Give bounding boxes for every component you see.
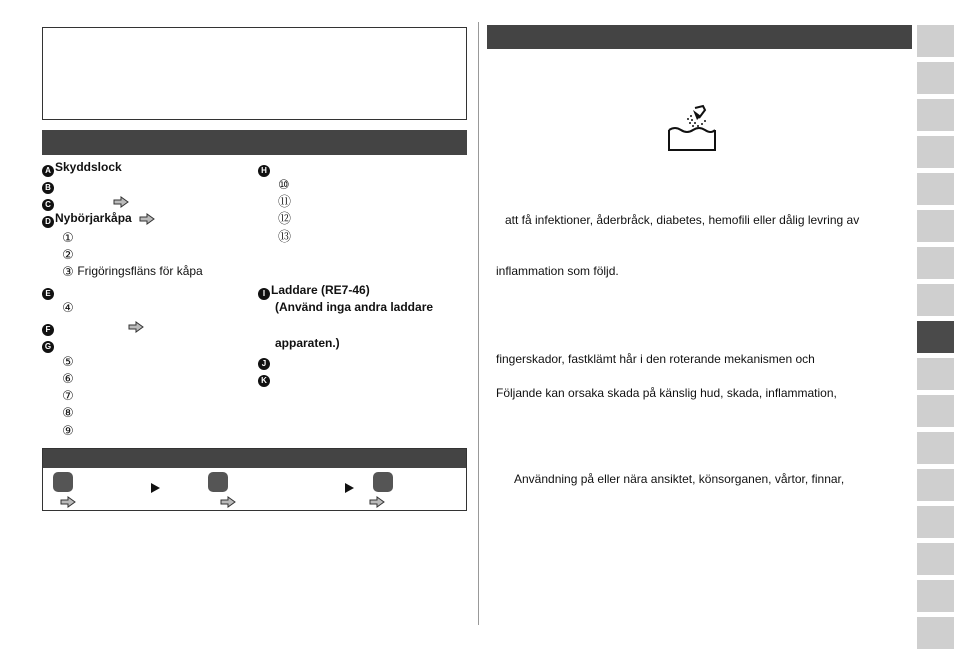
step-2-square: [208, 472, 228, 492]
arrow-right-icon: [369, 496, 385, 508]
part-i-line1: Laddare (RE7-46): [271, 283, 370, 297]
arrow-right-icon: [139, 213, 155, 225]
num-8: ⑧: [62, 405, 74, 420]
side-tab-4[interactable]: [917, 136, 954, 168]
item-2: [62, 247, 74, 261]
side-tab-5[interactable]: [917, 173, 954, 205]
play-icon: [151, 483, 160, 493]
badge-j: J: [258, 358, 270, 370]
text-line-4: Följande kan orsaka skada på känslig hud, skada, inflammation,: [496, 386, 837, 400]
side-tab-16[interactable]: [917, 580, 954, 612]
part-j: [258, 353, 271, 370]
badge-a: A: [42, 165, 54, 177]
part-k: [258, 370, 271, 387]
item-11: ⑪: [278, 194, 292, 209]
arrow-right-icon: [113, 196, 129, 208]
part-e: [42, 283, 55, 300]
num-9: ⑨: [62, 423, 74, 438]
right-header-bar: [487, 25, 912, 49]
badge-h: H: [258, 165, 270, 177]
badge-k: K: [258, 375, 270, 387]
badge-c: C: [42, 199, 54, 211]
side-tab-6[interactable]: [917, 210, 954, 242]
part-h: [258, 160, 271, 177]
arrow-right-icon: [220, 496, 236, 508]
item-13: ⑬: [278, 229, 292, 244]
item-1: [62, 230, 74, 244]
shower-bath-icon: [665, 104, 719, 152]
badge-g: G: [42, 341, 54, 353]
side-tab-12[interactable]: [917, 432, 954, 464]
step-3-square: [373, 472, 393, 492]
num-7: ⑦: [62, 388, 74, 403]
item-5: [62, 354, 74, 368]
part-i: [258, 283, 370, 300]
part-i-line3: apparaten.): [275, 336, 340, 350]
side-tab-15[interactable]: [917, 543, 954, 575]
part-b: [42, 177, 55, 194]
item-3-label: Frigöringsfläns för kåpa: [77, 264, 203, 278]
side-tab-2[interactable]: [917, 62, 954, 94]
info-box: [42, 27, 467, 120]
part-c: [42, 194, 129, 211]
item-4: [62, 300, 74, 314]
side-tab-7[interactable]: [917, 247, 954, 279]
num-3: ③: [62, 264, 74, 279]
part-i-line2: (Använd inga andra laddare: [275, 300, 434, 314]
num-2: ②: [62, 247, 74, 262]
text-line-2: inflammation som följd.: [496, 264, 619, 278]
side-tab-9-active[interactable]: [917, 321, 954, 353]
num-6: ⑥: [62, 371, 74, 386]
badge-b: B: [42, 182, 54, 194]
badge-e: E: [42, 288, 54, 300]
part-f: [42, 319, 144, 336]
play-icon: [345, 483, 354, 493]
arrow-right-icon: [60, 496, 76, 508]
steps-header-bar: [43, 449, 466, 468]
side-tab-3[interactable]: [917, 99, 954, 131]
text-line-5: Användning på eller nära ansiktet, könsorganen, vårtor, finnar,: [514, 472, 845, 486]
part-g: [42, 336, 55, 353]
side-tab-13[interactable]: [917, 469, 954, 501]
item-9: [62, 423, 74, 437]
part-a-label: Skyddslock: [55, 160, 122, 174]
text-line-1: att få infektioner, åderbråck, diabetes, hemofili eller dålig levring av: [505, 213, 860, 227]
num-4: ④: [62, 300, 74, 315]
column-divider: [478, 22, 479, 625]
side-tab-11[interactable]: [917, 395, 954, 427]
text-line-3: fingerskador, fastklämt hår i den roterande mekanismen och: [496, 352, 815, 366]
step-1-square: [53, 472, 73, 492]
arrow-right-icon: [128, 321, 144, 333]
part-a: [42, 160, 122, 177]
part-d-label: Nybörjarkåpa: [55, 211, 132, 225]
side-tab-8[interactable]: [917, 284, 954, 316]
item-7: [62, 388, 74, 402]
item-3: [62, 264, 203, 278]
side-tab-1[interactable]: [917, 25, 954, 57]
part-d: [42, 211, 155, 228]
num-1: ①: [62, 230, 74, 245]
side-tab-17[interactable]: [917, 617, 954, 649]
badge-i: I: [258, 288, 270, 300]
side-tab-10[interactable]: [917, 358, 954, 390]
badge-d: D: [42, 216, 54, 228]
num-5: ⑤: [62, 354, 74, 369]
item-12: ⑫: [278, 211, 292, 226]
badge-f: F: [42, 324, 54, 336]
side-tab-14[interactable]: [917, 506, 954, 538]
section-header-bar: [42, 130, 467, 155]
item-6: [62, 371, 74, 385]
item-10: ⑩: [278, 177, 290, 192]
item-8: [62, 405, 74, 419]
